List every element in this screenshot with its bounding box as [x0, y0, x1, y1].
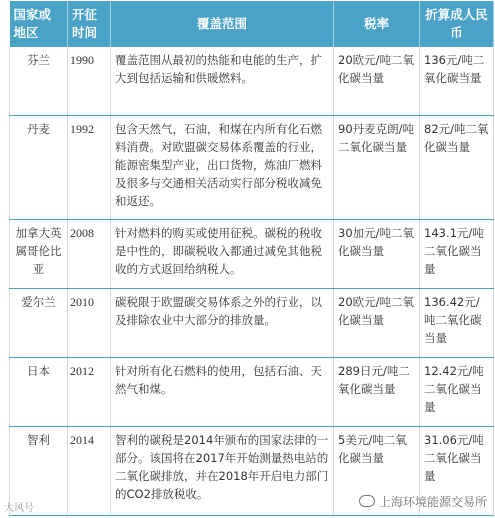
coverage-cell: 智利的碳税是2014年颁布的国家法律的一部分。该国将在2017年开始测量热电站的二氧化碳排放，并在2018年开启电力部门的CO2排放税收。 [111, 427, 334, 516]
watermark-right [359, 493, 487, 510]
coverage-cell: 针对燃料的购买或使用征税。碳税的税收是中性的，即碳税收入都通过减免其他税收的方式返回给纳税人。 [111, 220, 334, 289]
rmb-cell: 31.06元/吨二氧化碳当量 [420, 427, 494, 516]
year-cell: 2008 [68, 220, 111, 289]
country-cell: 日本 [10, 358, 68, 427]
table-row [10, 116, 494, 220]
header-rmb-equivalent: 折算成人民币 [420, 1, 494, 47]
watermark-left-text: 大风号 [4, 503, 34, 514]
tax-rate-cell: 5美元/吨二氧化碳当量 [334, 427, 420, 516]
tax-rate-cell: 90丹麦克朗/吨二氧化碳当量 [334, 116, 420, 220]
country-cell: 智利 [10, 427, 68, 516]
country-cell: 爱尔兰 [10, 289, 68, 358]
table-row [10, 220, 494, 289]
table-row [10, 47, 494, 116]
year-cell: 2012 [68, 358, 111, 427]
watermark-right-text: 上海环境能源交易所 [378, 495, 487, 509]
header-coverage: 覆盖范围 [111, 1, 334, 47]
table-row [10, 289, 494, 358]
wechat-icon [359, 495, 375, 507]
rmb-cell: 12.42元/吨二氧化碳当量 [420, 358, 494, 427]
watermark-left [4, 499, 34, 514]
tax-rate-cell: 30加元/吨二氧化碳当量 [334, 220, 420, 289]
table-row [10, 358, 494, 427]
rmb-cell: 82元/吨二氧化碳当量 [420, 116, 494, 220]
country-cell: 加拿大英属哥伦比亚 [10, 220, 68, 289]
country-cell: 丹麦 [10, 116, 68, 220]
rmb-cell: 136.42元/吨二氧化碳当量 [420, 289, 494, 358]
country-cell: 芬兰 [10, 47, 68, 116]
year-cell: 2010 [68, 289, 111, 358]
header-tax-rate: 税率 [334, 1, 420, 47]
tax-rate-cell: 20欧元/吨二氧化碳当量 [334, 289, 420, 358]
tax-rate-cell: 20欧元/吨二氧化碳当量 [334, 47, 420, 116]
coverage-cell: 覆盖范围从最初的热能和电能的生产，扩大到包括运输和供暖燃料。 [111, 47, 334, 116]
tax-rate-cell: 289日元/吨二氧化碳当量 [334, 358, 420, 427]
year-cell: 1990 [68, 47, 111, 116]
year-cell: 1992 [68, 116, 111, 220]
table-header-row [10, 1, 494, 47]
carbon-tax-table [9, 1, 494, 516]
header-country: 国家或地区 [10, 1, 68, 47]
rmb-cell: 136元/吨二氧化碳当量 [420, 47, 494, 116]
year-cell: 2014 [68, 427, 111, 516]
coverage-cell: 针对所有化石燃料的使用，包括石油、天然气和煤。 [111, 358, 334, 427]
coverage-cell: 碳税限于欧盟碳交易体系之外的行业，以及排除农业中大部分的排放量。 [111, 289, 334, 358]
rmb-cell: 143.1元/吨二氧化碳当量 [420, 220, 494, 289]
coverage-cell: 包含天然气，石油，和煤在内所有化石燃料消费。对欧盟碳交易体系覆盖的行业，能源密集型产业，出口货物，炼油厂燃料及很多与交通相关活动实行部分税收减免和返还。 [111, 116, 334, 220]
header-year: 开征时间 [68, 1, 111, 47]
